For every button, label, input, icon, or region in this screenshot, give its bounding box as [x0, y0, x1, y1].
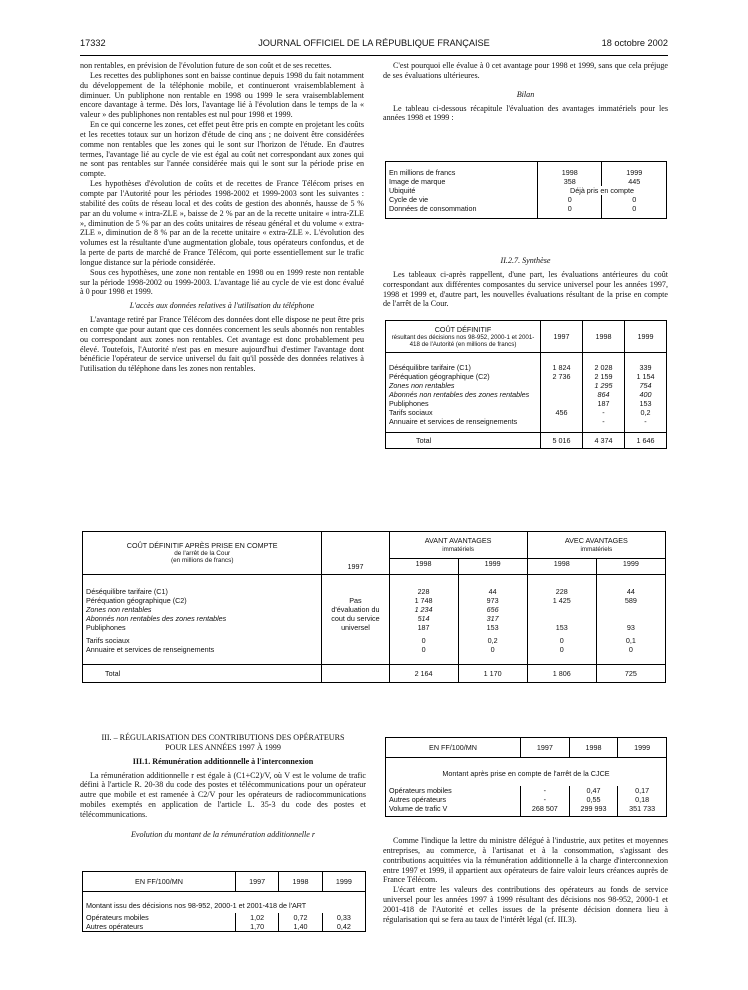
table-row: Autres opérateurs 1,70 1,40 0,42 — [83, 922, 366, 932]
table-header-row: En millions de francs 1998 1999 — [386, 168, 667, 177]
bilan-table — [385, 161, 667, 219]
table-row: Abonnés non rentables des zones rentables 864 400 — [386, 390, 667, 399]
table-row: Péréquation géographique (C2) 2 736 2 159 1 154 — [386, 372, 667, 381]
paragraph: Le tableau ci-dessous récapitule l'évaluation des avantages immatériels pour les années 1998 et 1999 : — [383, 103, 668, 123]
table-total-row: Total 5 016 4 374 1 646 — [386, 433, 667, 449]
header-rule — [80, 55, 668, 56]
table-subheading: Montant issu des décisions nos 98-952, 2000-1 et 2001-418 de l'ART — [86, 901, 307, 910]
table-row: Tarifs sociaux 0 0,2 0 0,1 — [83, 632, 666, 645]
table-row: Annuaire et services de renseignements 0 0 0 0 — [83, 645, 666, 654]
paragraph: Sous ces hypothèses, une zone non rentable en 1998 ou en 1999 reste non rentable sur la période 1998-2002 ou 1999-2003. L'avantage lié au cycle de vie est donc évalué à 0 pour 1998 et 1999. — [80, 267, 364, 297]
table-row: Données de consommation 0 0 — [386, 204, 667, 213]
paragraph: non rentables, en prévision de l'évolution future de son coût et de ses recettes. — [80, 61, 332, 70]
table-row: Image de marque 358 445 — [386, 177, 667, 186]
page-header — [80, 38, 668, 52]
paragraph: C'est pourquoi elle évalue à 0 cet avantage pour 1998 et 1999, sans que cela préjuge de ses évaluations ultérieures. — [383, 61, 668, 80]
subheading: L'accès aux données relatives à l'utilisation du téléphone — [129, 301, 315, 311]
left-column — [80, 61, 364, 374]
table-row: Déséquilibre tarifaire (C1) 228 44 228 44 — [83, 587, 666, 596]
table-title: COÛT DÉFINITIF — [434, 325, 492, 334]
table-row: Péréquation géographique (C2) 1 748 973 1 425 589 — [83, 596, 666, 605]
table-row: Zones non rentables 1 295 754 — [386, 381, 667, 390]
table-row: Autres opérateurs - 0,55 0,18 — [386, 795, 667, 804]
cjce-table — [385, 737, 667, 817]
paragraph: En ce qui concerne les zones, cet effet peut être pris en compte en projetant les coûts et les recettes totaux sur un horizon d'étude de cinq ans ; ne doivent être considérées comme non rentables que les zones qui le sont sur l'horizon de l'étude. En d'autres termes, l'avantage lié au cycle de vie est égal au coût net correspondant aux zones qui ne sont pas rentables sur l'année considérée mais qui le sont sur la période prise en compte. — [80, 120, 364, 179]
section-title: III. – RÉGULARISATION DES CONTRIBUTIONS DES OPÉRATEURS — [101, 733, 345, 742]
table-row: Opérateurs mobiles 1,02 0,72 0,33 — [83, 913, 366, 922]
pas-evaluation-note: Pas d'évaluation du cout du service universel — [322, 574, 389, 654]
section-three — [80, 733, 366, 844]
table-row: Abonnés non rentables des zones rentables 514 317 — [83, 614, 666, 623]
table-header-row: 1997 1998 1999 1998 1999 — [83, 559, 666, 575]
paragraph: L'écart entre les valeurs des contributions des opérateurs au fonds de service universel pour les années 1997 à 1999 résultant des décisions nos 98-952, 2000-1 et 2001-418 de l'Autorité et celles issues de la présente décision donnera lieu à régularisation qui se fera au taux de l'intérêt légal (cf. III.3). — [383, 885, 668, 924]
paragraph: La rémunération additionnelle r est égale à (C1+C2)/V, où V est le volume de trafic défini à l'article R. 20-38 du code des postes et télécommunications pour un opérateur autre que mobile et est ramenée à C2/V pour les opérateurs de radiocommunications mobiles exemptés en application de l'article L. 35-3 du code des postes et télécommunications. — [80, 770, 366, 819]
avant-header: AVANT AVANTAGES — [424, 536, 492, 545]
table-header-row: COÛT DÉFINITIF APRÈS PRISE EN COMPTE de l'arrêt de la Cour (en millions de francs) AVANT AVANTAGES immatériels AVEC AVANTAGES immatériels — [83, 532, 666, 559]
page-number: 17332 — [80, 38, 106, 48]
cout-definitif-table — [385, 320, 667, 449]
avec-header: AVEC AVANTAGES — [564, 536, 628, 545]
issue-date: 18 octobre 2002 — [601, 38, 668, 48]
right-column — [383, 61, 668, 123]
table-row: Opérateurs mobiles - 0,47 0,17 — [386, 786, 667, 795]
table-header-row: EN FF/100/MN 1997 1998 1999 — [83, 872, 366, 892]
section-title: POUR LES ANNÉES 1997 À 1999 — [165, 742, 281, 752]
table-subtitle: résultant des décisions nos 98-952, 2000-1 et 2001-418 de l'Autorité (en millions de francs) — [391, 334, 535, 348]
subheading: II.2.7. Synthèse — [500, 256, 551, 265]
table-row: Zones non rentables 1 234 656 — [83, 605, 666, 614]
table-header-row: EN FF/100/MN 1997 1998 1999 — [386, 738, 667, 758]
paragraph: Les recettes des publiphones sont en baisse continue depuis 1998 du fait notamment du développement de la téléphonie mobile, et continueront vraisemblablement à diminuer. Un publiphone non rentable en 1998 ou 1999 le sera vraisemblablement encore davantage à terme. Dès lors, l'avantage lié à l'évolution dans le temps de la « valeur » des publiphones non rentables est nul pour 1998 et 1999. — [80, 70, 364, 120]
table-row: Annuaire et services de renseignements - - — [386, 417, 667, 426]
table-header-row: COÛT DÉFINITIF résultant des décisions nos 98-952, 2000-1 et 2001-418 de l'Autorité (en millions de francs) 1997 1998 1999 — [386, 321, 667, 353]
table-row: Publiphones 187 153 — [386, 399, 667, 408]
table-row: Tarifs sociaux 456 - 0,2 — [386, 408, 667, 417]
subheading: Bilan — [516, 89, 535, 99]
table-row: Cycle de vie 0 0 — [386, 195, 667, 204]
table-title: COÛT DÉFINITIF APRÈS PRISE EN COMPTE — [126, 541, 278, 551]
paragraph: Comme l'indique la lettre du ministre délégué à l'industrie, aux petites et moyennes entreprises, au commerce, à l'artisanat et à la consommation, s'agissant des contributions acquittées via la rémunération additionnelle à la charge d'interconnexion entre 1997 et 1999, il appartient aux opérateurs de faire valoir leurs créances auprès de France Télécom. — [383, 836, 668, 885]
table-row: Publiphones 187 153 153 93 — [83, 623, 666, 632]
cout-apres-arret-table — [82, 531, 666, 683]
paragraph: L'avantage retiré par France Télécom des données dont elle dispose ne peut être pris en compte que pour autant que ces données concernent les seuls abonnés non rentables ou correspondant aux zones non rentables. Cet avantage est donc probablement peu élevé. Toutefois, l'Autorité n'est pas en mesure aujourd'hui d'estimer l'avantage dont bénéficie l'opérateur de service universel du fait qu'il possède des données relatives à l'utilisation du téléphone dans les zones non rentables. — [80, 315, 364, 374]
journal-title: JOURNAL OFFICIEL DE LA RÉPUBLIQUE FRANÇAISE — [258, 38, 490, 48]
table-caption: Evolution du montant de la rémunération additionnelle r — [130, 829, 316, 839]
table-subheading: Montant après prise en compte de l'arrêt de la CJCE — [442, 769, 610, 778]
remuneration-table — [82, 871, 366, 932]
right-lower-text — [383, 836, 668, 925]
table-row: Ubiquité Déjà pris en compte — [386, 186, 667, 195]
paragraph: Les hypothèses d'évolution de coûts et de recettes de France Télécom prises en compte par l'Autorité pour les périodes 1998-2002 et 1999-2003 sont les suivantes : stabilité des coûts de réseau local et des coûts de gestion des abonnés, hausse de 5 % par an du volume « intra-ZLE », baisse de 2 % par an de la recette unitaire « intra-ZLE », diminution de 5 % par an des coûts unitaires de réseau général et du volume « extra-ZLE », diminution de 8 % par an de la recette unitaire « extra-ZLE ». L'évolution des volumes est la résultante d'une augmentation globale, tous opérateurs confondus, et de la perte de parts de marché de France Télécom, qui porte essentiellement sur le trafic longue distance sur la période considérée. — [80, 179, 364, 267]
synthese-block — [383, 252, 668, 309]
paragraph: Les tableaux ci-après rappellent, d'une part, les évaluations antérieures du coût correspondant aux différentes composantes du service universel pour les années 1997, 1998 et 1999 et, d'autre part, les nouvelles évaluations résultant de la prise en compte de l'arrêt de la Cour. — [383, 269, 668, 309]
table-total-row: Total 2 164 1 170 1 806 725 — [83, 664, 666, 682]
subsection-title: III.1. Rémunération additionnelle à l'interconnexion — [132, 756, 314, 766]
table-row: Déséquilibre tarifaire (C1) 1 824 2 028 339 — [386, 363, 667, 372]
table-row: Volume de trafic V 268 507 299 993 351 733 — [386, 804, 667, 817]
